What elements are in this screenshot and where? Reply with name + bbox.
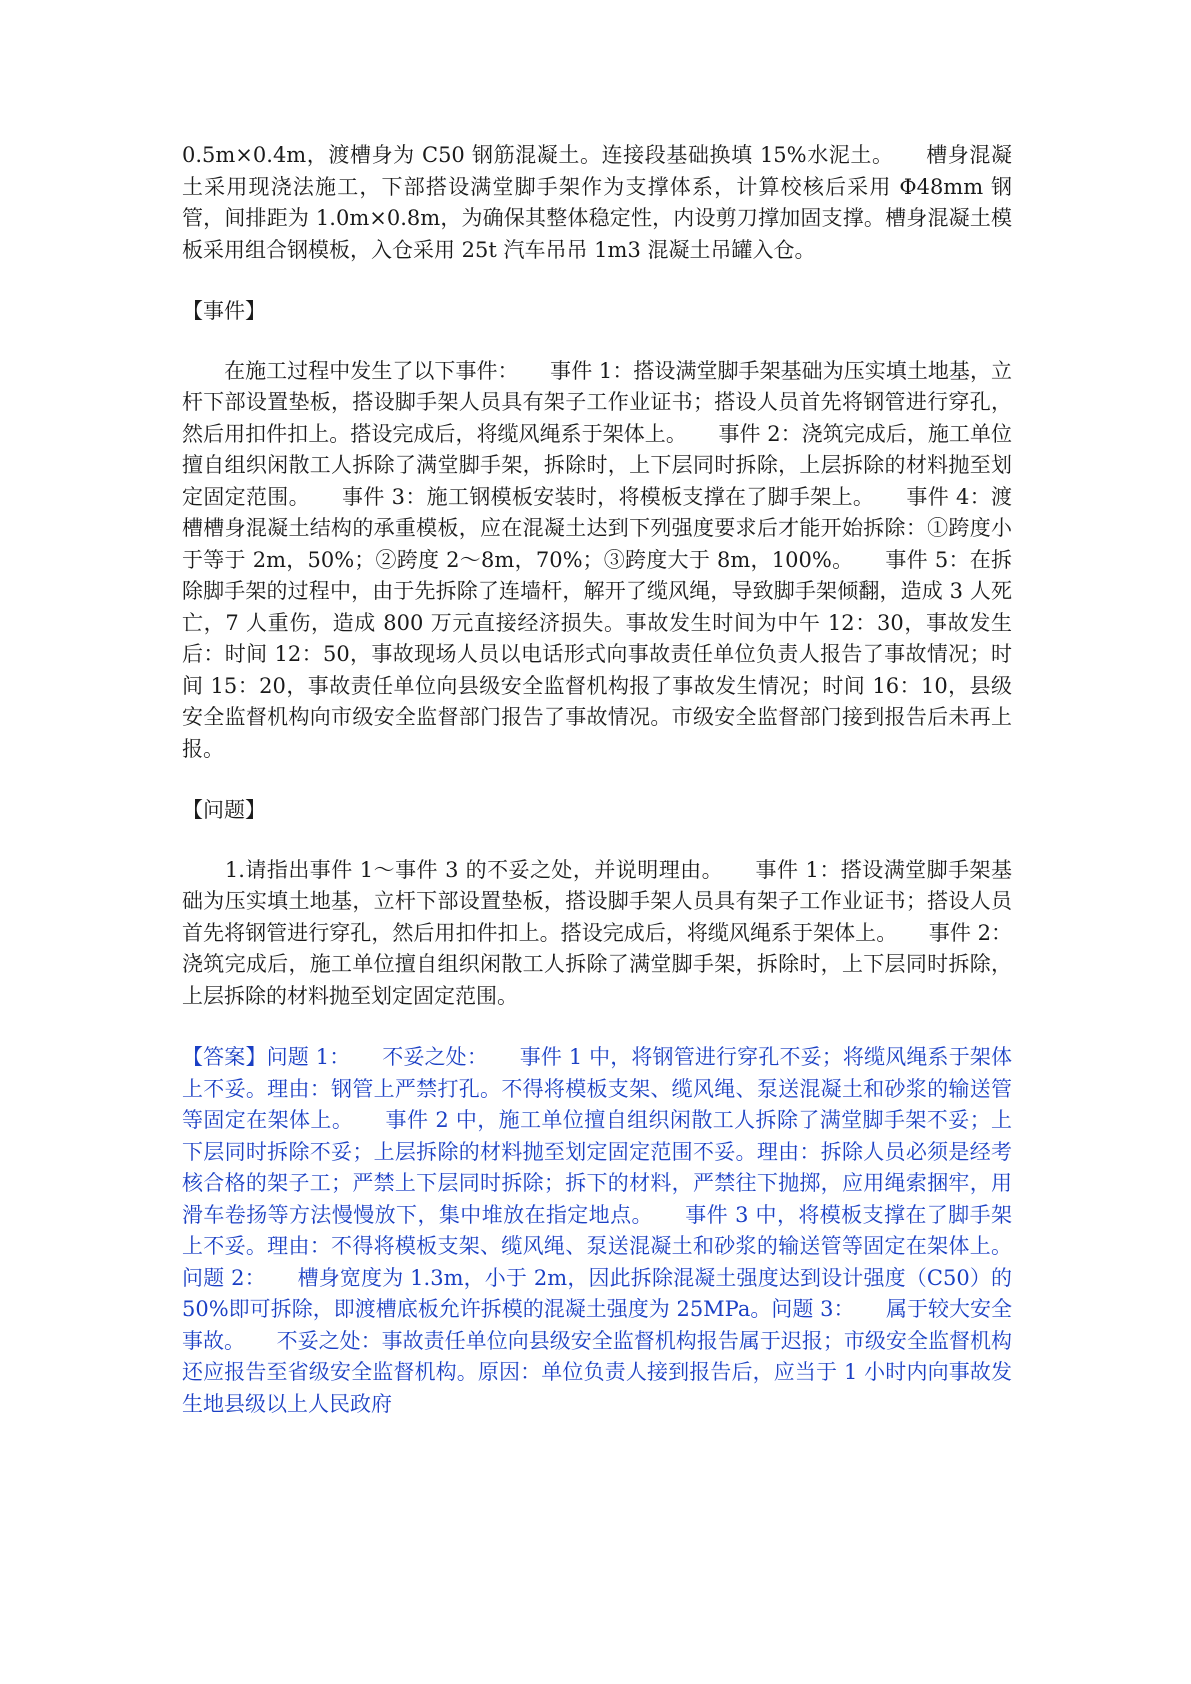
spacer — [182, 266, 1012, 296]
spacer — [182, 328, 1012, 356]
intro-paragraph: 0.5m×0.4m，渡槽身为 C50 钢筋混凝土。连接段基础换填 15%水泥土。 槽身混凝土采用现浇法施工，下部搭设满堂脚手架作为支撑体系，计算校核后采用 Φ48mm 钢管，间排距为 1.0m×0.8m，为确保其整体稳定性，内设剪刀撑加固支撑。槽身混凝土模板采用组合钢模板，入仓采用 25t 汽车吊吊 1m3 混凝土吊罐入仓。 — [182, 143, 1012, 262]
spacer — [182, 827, 1012, 855]
answer-paragraph: 【答案】问题 1： 不妥之处： 事件 1 中，将钢管进行穿孔不妥；将缆风绳系于架体上不妥。理由：钢管上严禁打孔。不得将模板支架、缆风绳、泵送混凝土和砂浆的输送管等固定在架体上。 事件 2 中，施工单位擅自组织闲散工人拆除了满堂脚手架不妥；上下层同时拆除不妥；上层拆除的材料抛至划定固定范围不妥。理由：拆除人员必须是经考核合格的架子工；严禁上下层同时拆除；拆下的材料，严禁往下抛掷，应用绳索捆牢，用滑车卷扬等方法慢慢放下，集中堆放在指定地点。 事件 3 中，将模板支撑在了脚手架上不妥。理由：不得将模板支架、缆风绳、泵送混凝土和砂浆的输送管等固定在架体上。问题 2： 槽身宽度为 1.3m，小于 2m，因此拆除混凝土强度达到设计强度（C50）的 50%即可拆除，即渡槽底板允许拆模的混凝土强度为 25MPa。问题 3： 属于较大安全事故。 不妥之处：事故责任单位向县级安全监督机构报告属于迟报；市级安全监督机构还应报告至省级安全监督机构。原因：单位负责人接到报告后，应当于 1 小时内向事故发生地县级以上人民政府 — [182, 1045, 1019, 1416]
questions-heading: 【问题】 — [182, 798, 266, 822]
questions-paragraph: 1.请指出事件 1～事件 3 的不妥之处，并说明理由。 事件 1：搭设满堂脚手架基础为压实填土地基，立杆下部设置垫板，搭设脚手架人员具有架子工作业证书；搭设人员首先将钢管进行穿孔，然后用扣件扣上。搭设完成后，将缆风绳系于架体上。 事件 2：浇筑完成后，施工单位擅自组织闲散工人拆除了满堂脚手架，拆除时，上下层同时拆除，上层拆除的材料抛至划定固定范围。 — [182, 857, 1012, 1008]
spacer — [182, 1012, 1012, 1042]
document-page — [182, 140, 1019, 1420]
spacer — [182, 765, 1012, 795]
events-paragraph: 在施工过程中发生了以下事件： 事件 1：搭设满堂脚手架基础为压实填土地基，立杆下部设置垫板，搭设脚手架人员具有架子工作业证书；搭设人员首先将钢管进行穿孔，然后用扣件扣上。搭设完成后，将缆风绳系于架体上。 事件 2：浇筑完成后，施工单位擅自组织闲散工人拆除了满堂脚手架，拆除时，上下层同时拆除，上层拆除的材料抛至划定固定范围。 事件 3：施工钢模板安装时，将模板支撑在了脚手架上。 事件 4：渡槽槽身混凝土结构的承重模板，应在混凝土达到下列强度要求后才能开始拆除：①跨度小于等于 2m，50%；②跨度 2～8m，70%；③跨度大于 8m，100%。 事件 5：在拆除脚手架的过程中，由于先拆除了连墙杆，解开了缆风绳，导致脚手架倾翻，造成 3 人死亡，7 人重伤，造成 800 万元直接经济损失。事故发生时间为中午 12：30，事故发生后：时间 12：50，事故现场人员以电话形式向事故责任单位负责人报告了事故情况；时间 15：20，事故责任单位向县级安全监督机构报了事故发生情况；时间 16：10，县级安全监督机构向市级安全监督部门报告了事故情况。市级安全监督部门接到报告后未再上报。 — [182, 358, 1012, 761]
events-heading: 【事件】 — [182, 299, 266, 323]
